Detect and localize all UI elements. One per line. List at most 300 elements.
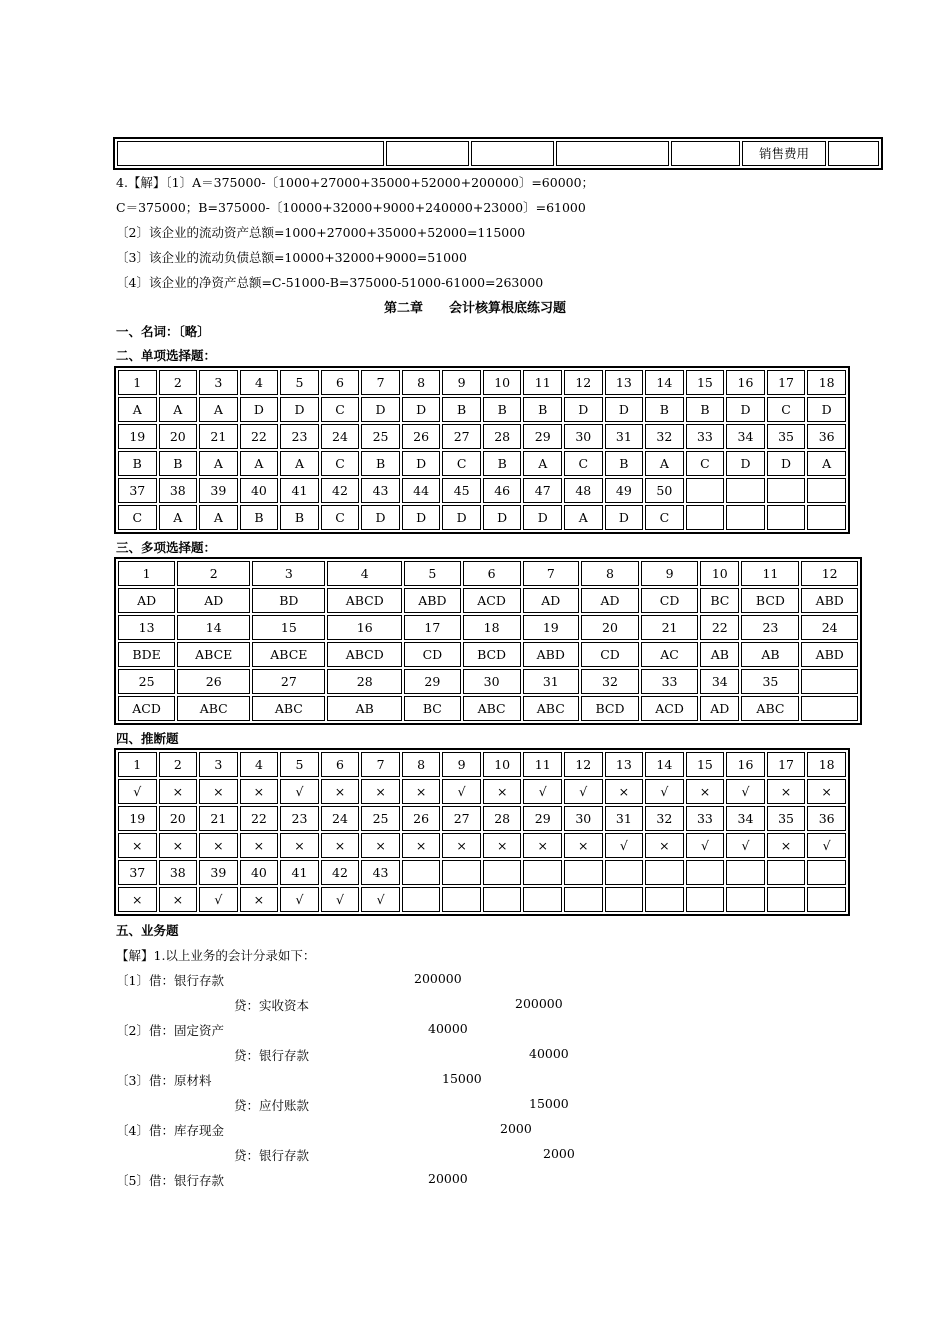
single-choice-number-cell: 44 <box>402 478 441 503</box>
multi-choice-number-cell: 32 <box>581 669 639 694</box>
journal-credit-label: 贷：应付账款 <box>234 1098 310 1113</box>
multi-choice-number-cell: 34 <box>700 669 739 694</box>
single-choice-answer-cell: D <box>402 505 441 530</box>
multi-choice-answer-cell: ACD <box>118 696 175 721</box>
single-choice-number-cell: 2 <box>159 370 198 395</box>
journal-credit-amount: 15000 <box>529 1096 569 1111</box>
true-false-number-cell: 35 <box>767 806 806 831</box>
true-false-answer-cell: √ <box>564 779 603 804</box>
q4-line-5: 〔4〕该企业的净资产总额=C-51000-B=375000-51000-61000=263000 <box>116 275 544 290</box>
single-choice-answer-cell: B <box>483 397 522 422</box>
single-choice-number-cell: 5 <box>280 370 319 395</box>
journal-debit-amount: 2000 <box>500 1121 532 1136</box>
multi-choice-answer-cell: ABD <box>404 588 460 613</box>
true-false-number-cell: 37 <box>118 860 157 885</box>
single-choice-number-cell: 33 <box>686 424 725 449</box>
single-choice-answer-cell: B <box>442 397 481 422</box>
multi-choice-number-cell: 2 <box>177 561 250 586</box>
single-choice-answer-cell: B <box>605 451 644 476</box>
true-false-answer-cell <box>402 887 441 912</box>
single-choice-number-cell: 27 <box>442 424 481 449</box>
true-false-answer-cell: × <box>767 779 806 804</box>
q4-line-3: 〔2〕该企业的流动资产总额=1000+27000+35000+52000=115000 <box>116 225 526 240</box>
true-false-number-cell: 38 <box>159 860 198 885</box>
multi-choice-row <box>118 588 858 613</box>
multi-choice-number-cell: 8 <box>581 561 639 586</box>
single-choice-answer-cell: B <box>118 451 157 476</box>
single-choice-number-cell <box>686 478 725 503</box>
single-choice-answer-cell: A <box>523 451 562 476</box>
single-choice-number-cell: 19 <box>118 424 157 449</box>
true-false-answer-cell: × <box>240 779 279 804</box>
top-table-cell: 销售费用 <box>742 141 827 166</box>
journal-debit-label: 〔3〕借：原材料 <box>116 1073 212 1088</box>
multi-choice-answer-cell: AD <box>581 588 639 613</box>
single-choice-number-cell: 18 <box>807 370 846 395</box>
multi-choice-number-cell: 10 <box>700 561 739 586</box>
true-false-number-cell <box>483 860 522 885</box>
true-false-number-cell: 22 <box>240 806 279 831</box>
true-false-answer-cell <box>767 887 806 912</box>
multi-choice-number-cell: 11 <box>741 561 799 586</box>
true-false-number-cell: 19 <box>118 806 157 831</box>
true-false-number-cell: 31 <box>605 806 644 831</box>
true-false-answer-cell <box>726 887 765 912</box>
true-false-number-cell: 29 <box>523 806 562 831</box>
single-choice-answer-cell: B <box>280 505 319 530</box>
single-choice-number-cell: 34 <box>726 424 765 449</box>
true-false-number-cell: 33 <box>686 806 725 831</box>
single-choice-number-cell: 22 <box>240 424 279 449</box>
single-choice-answer-cell: C <box>645 505 684 530</box>
true-false-number-cell: 30 <box>564 806 603 831</box>
single-choice-answer-cell: B <box>159 451 198 476</box>
single-choice-number-cell: 25 <box>361 424 400 449</box>
multi-choice-row <box>118 642 858 667</box>
multi-choice-answer-cell: BC <box>404 696 460 721</box>
multi-choice-number-cell: 18 <box>463 615 521 640</box>
true-false-answer-cell: × <box>483 779 522 804</box>
single-choice-number-cell: 48 <box>564 478 603 503</box>
single-choice-row <box>118 451 846 476</box>
multi-choice-answer-cell: BC <box>700 588 739 613</box>
multi-choice-number-cell: 16 <box>327 615 402 640</box>
multi-choice-answer-cell: ABC <box>523 696 579 721</box>
true-false-row <box>118 779 846 804</box>
single-choice-number-cell: 12 <box>564 370 603 395</box>
true-false-number-cell <box>442 860 481 885</box>
true-false-answer-cell: √ <box>523 779 562 804</box>
true-false-answer-cell <box>686 887 725 912</box>
single-choice-number-cell: 46 <box>483 478 522 503</box>
multi-choice-answer-cell: ABCD <box>327 642 402 667</box>
true-false-answer-cell: × <box>605 779 644 804</box>
true-false-table <box>114 748 850 916</box>
true-false-answer-cell: √ <box>807 833 846 858</box>
multi-choice-number-cell: 14 <box>177 615 250 640</box>
journal-credit-amount: 40000 <box>529 1046 569 1061</box>
single-choice-answer-cell: D <box>240 397 279 422</box>
single-choice-answer-cell: D <box>361 505 400 530</box>
multi-choice-number-cell: 30 <box>463 669 521 694</box>
single-choice-answer-cell: D <box>361 397 400 422</box>
single-choice-answer-cell: B <box>645 397 684 422</box>
journal-debit-amount: 40000 <box>428 1021 468 1036</box>
true-false-number-cell <box>645 860 684 885</box>
true-false-number-cell: 43 <box>361 860 400 885</box>
multi-choice-number-cell: 28 <box>327 669 402 694</box>
multi-choice-number-cell: 22 <box>700 615 739 640</box>
single-choice-number-cell <box>767 478 806 503</box>
true-false-answer-cell <box>523 887 562 912</box>
multi-choice-number-cell: 20 <box>581 615 639 640</box>
multi-choice-number-cell: 27 <box>252 669 325 694</box>
journal-credit-label: 贷：银行存款 <box>234 1148 310 1163</box>
single-choice-answer-cell: D <box>402 397 441 422</box>
single-choice-number-cell: 35 <box>767 424 806 449</box>
multi-choice-number-cell: 9 <box>641 561 698 586</box>
multi-choice-answer-cell: ABCE <box>177 642 250 667</box>
single-choice-number-cell: 31 <box>605 424 644 449</box>
multi-choice-answer-cell: ABC <box>177 696 250 721</box>
single-choice-table <box>114 366 850 534</box>
single-choice-answer-cell: A <box>159 505 198 530</box>
true-false-answer-cell: √ <box>361 887 400 912</box>
true-false-number-cell <box>402 860 441 885</box>
single-choice-answer-cell: A <box>280 451 319 476</box>
true-false-answer-cell: × <box>159 833 198 858</box>
multi-choice-number-cell: 29 <box>404 669 460 694</box>
single-choice-number-cell: 49 <box>605 478 644 503</box>
journal-debit-label: 〔2〕借：固定资产 <box>116 1023 224 1038</box>
multi-choice-number-cell: 13 <box>118 615 175 640</box>
true-false-answer-cell: × <box>442 833 481 858</box>
single-choice-number-cell <box>807 478 846 503</box>
single-choice-number-cell: 16 <box>726 370 765 395</box>
chapter-title: 第二章 会计核算根底练习题 <box>383 301 566 316</box>
single-choice-number-cell: 41 <box>280 478 319 503</box>
multi-choice-number-cell: 23 <box>741 615 799 640</box>
true-false-answer-cell: √ <box>645 779 684 804</box>
true-false-number-cell: 28 <box>483 806 522 831</box>
multi-choice-answer-cell: ACD <box>641 696 698 721</box>
true-false-answer-cell: × <box>361 779 400 804</box>
true-false-number-cell <box>686 860 725 885</box>
single-choice-number-cell: 13 <box>605 370 644 395</box>
single-choice-answer-cell <box>726 505 765 530</box>
true-false-number-cell: 36 <box>807 806 846 831</box>
true-false-answer-cell: × <box>199 833 238 858</box>
single-choice-number-cell: 30 <box>564 424 603 449</box>
single-choice-number-cell: 47 <box>523 478 562 503</box>
true-false-answer-cell: √ <box>199 887 238 912</box>
single-choice-number-cell: 8 <box>402 370 441 395</box>
true-false-number-cell: 2 <box>159 752 198 777</box>
true-false-answer-cell: × <box>402 779 441 804</box>
single-choice-row <box>118 505 846 530</box>
q4-line-1: 4.【解】〔1〕A＝375000-〔1000+27000+35000+52000+200000〕=60000； <box>116 175 595 190</box>
multi-choice-number-cell: 3 <box>252 561 325 586</box>
single-choice-answer-cell: A <box>807 451 846 476</box>
q4-line-2: C＝375000；B=375000-〔10000+32000+9000+240000+23000〕=61000 <box>116 200 586 215</box>
single-choice-answer-cell: C <box>767 397 806 422</box>
true-false-row <box>118 833 846 858</box>
single-choice-answer-cell: B <box>361 451 400 476</box>
multi-choice-answer-cell: BCD <box>741 588 799 613</box>
multi-choice-answer-cell: BD <box>252 588 325 613</box>
journal-debit-amount: 200000 <box>414 971 462 986</box>
single-choice-number-cell: 11 <box>523 370 562 395</box>
multi-choice-number-cell <box>801 669 858 694</box>
multi-choice-answer-cell: ABD <box>801 642 858 667</box>
single-choice-answer-cell: D <box>280 397 319 422</box>
journal-debit-label: 〔5〕借：银行存款 <box>116 1173 224 1188</box>
true-false-number-cell: 23 <box>280 806 319 831</box>
true-false-number-cell: 3 <box>199 752 238 777</box>
journal-credit-label: 贷：实收资本 <box>234 998 310 1013</box>
single-choice-number-cell: 26 <box>402 424 441 449</box>
multi-choice-number-cell: 6 <box>463 561 521 586</box>
single-choice-answer-cell <box>767 505 806 530</box>
single-choice-answer-cell: B <box>240 505 279 530</box>
multi-choice-number-cell: 1 <box>118 561 175 586</box>
single-choice-row <box>118 370 846 395</box>
single-choice-answer-cell: D <box>726 397 765 422</box>
true-false-answer-cell: × <box>321 833 360 858</box>
single-choice-number-cell: 36 <box>807 424 846 449</box>
single-choice-number-cell: 45 <box>442 478 481 503</box>
single-choice-row <box>118 397 846 422</box>
multi-choice-number-cell: 24 <box>801 615 858 640</box>
true-false-answer-cell: √ <box>118 779 157 804</box>
single-choice-number-cell: 23 <box>280 424 319 449</box>
true-false-answer-cell: × <box>564 833 603 858</box>
true-false-answer-cell: × <box>159 887 198 912</box>
single-choice-answer-cell: A <box>199 505 238 530</box>
multi-choice-answer-cell: BCD <box>581 696 639 721</box>
true-false-answer-cell: √ <box>321 887 360 912</box>
true-false-answer-cell: √ <box>605 833 644 858</box>
single-choice-number-cell: 24 <box>321 424 360 449</box>
single-choice-answer-cell: D <box>523 505 562 530</box>
single-choice-number-cell: 4 <box>240 370 279 395</box>
multi-choice-answer-cell: ABD <box>801 588 858 613</box>
true-false-number-cell: 41 <box>280 860 319 885</box>
true-false-number-cell <box>605 860 644 885</box>
top-table-cell <box>828 141 879 166</box>
true-false-number-cell: 14 <box>645 752 684 777</box>
journal-credit-label: 贷：银行存款 <box>234 1048 310 1063</box>
true-false-number-cell: 13 <box>605 752 644 777</box>
true-false-row <box>118 752 846 777</box>
single-choice-answer-cell: A <box>564 505 603 530</box>
true-false-answer-cell: × <box>483 833 522 858</box>
single-choice-number-cell: 28 <box>483 424 522 449</box>
single-choice-number-cell: 32 <box>645 424 684 449</box>
single-choice-answer-cell: D <box>442 505 481 530</box>
single-choice-row <box>118 424 846 449</box>
true-false-number-cell: 16 <box>726 752 765 777</box>
multi-choice-answer-cell: AB <box>700 642 739 667</box>
top-table-cell <box>386 141 469 166</box>
single-choice-answer-cell: D <box>605 505 644 530</box>
true-false-answer-cell: × <box>686 779 725 804</box>
true-false-answer-cell: × <box>361 833 400 858</box>
single-choice-number-cell <box>726 478 765 503</box>
true-false-number-cell: 4 <box>240 752 279 777</box>
multi-choice-number-cell: 26 <box>177 669 250 694</box>
true-false-number-cell: 17 <box>767 752 806 777</box>
true-false-answer-cell: × <box>240 833 279 858</box>
multi-choice-number-cell: 21 <box>641 615 698 640</box>
true-false-number-cell: 15 <box>686 752 725 777</box>
single-choice-number-cell: 10 <box>483 370 522 395</box>
section-heading-true-false: 四、推断题 <box>116 731 179 746</box>
single-choice-answer-cell: C <box>442 451 481 476</box>
true-false-answer-cell: √ <box>726 779 765 804</box>
single-choice-answer-cell: B <box>523 397 562 422</box>
true-false-answer-cell: √ <box>686 833 725 858</box>
true-false-number-cell <box>564 860 603 885</box>
multi-choice-number-cell: 35 <box>741 669 799 694</box>
single-choice-answer-cell: A <box>240 451 279 476</box>
true-false-number-cell: 32 <box>645 806 684 831</box>
single-choice-answer-cell: D <box>564 397 603 422</box>
true-false-answer-cell <box>605 887 644 912</box>
single-choice-number-cell: 15 <box>686 370 725 395</box>
single-choice-number-cell: 38 <box>159 478 198 503</box>
true-false-answer-cell <box>807 887 846 912</box>
single-choice-answer-cell: A <box>199 451 238 476</box>
single-choice-answer-cell <box>807 505 846 530</box>
true-false-row <box>118 887 846 912</box>
true-false-number-cell: 18 <box>807 752 846 777</box>
true-false-number-cell <box>767 860 806 885</box>
multi-choice-row <box>118 669 858 694</box>
multi-choice-number-cell: 5 <box>404 561 460 586</box>
true-false-number-cell: 12 <box>564 752 603 777</box>
multi-choice-number-cell: 19 <box>523 615 579 640</box>
true-false-number-cell: 21 <box>199 806 238 831</box>
top-table-cell <box>556 141 669 166</box>
multi-choice-number-cell: 31 <box>523 669 579 694</box>
top-table-cell <box>117 141 384 166</box>
multi-choice-answer-cell: ABC <box>463 696 521 721</box>
true-false-answer-cell <box>645 887 684 912</box>
single-choice-answer-cell: B <box>686 397 725 422</box>
true-false-number-cell: 24 <box>321 806 360 831</box>
true-false-answer-cell: √ <box>726 833 765 858</box>
multi-choice-answer-cell: ABCE <box>252 642 325 667</box>
multi-choice-answer-cell: AD <box>523 588 579 613</box>
true-false-answer-cell <box>442 887 481 912</box>
single-choice-answer-cell: D <box>402 451 441 476</box>
multi-choice-answer-cell: ABC <box>252 696 325 721</box>
section-heading-multi-choice: 三、多项选择题： <box>116 540 217 555</box>
multi-choice-answer-cell: CD <box>641 588 698 613</box>
single-choice-number-cell: 50 <box>645 478 684 503</box>
true-false-number-cell <box>807 860 846 885</box>
multi-choice-answer-cell: AD <box>118 588 175 613</box>
multi-choice-answer-cell: AB <box>741 642 799 667</box>
single-choice-number-cell: 7 <box>361 370 400 395</box>
multi-choice-number-cell: 12 <box>801 561 858 586</box>
multi-choice-answer-cell: BCD <box>463 642 521 667</box>
multi-choice-number-cell: 4 <box>327 561 402 586</box>
single-choice-number-cell: 17 <box>767 370 806 395</box>
single-choice-answer-cell: D <box>767 451 806 476</box>
single-choice-answer-cell: A <box>118 397 157 422</box>
multi-choice-answer-cell: AC <box>641 642 698 667</box>
single-choice-number-cell: 21 <box>199 424 238 449</box>
true-false-answer-cell: × <box>807 779 846 804</box>
true-false-number-cell: 6 <box>321 752 360 777</box>
multi-choice-answer-cell: ABC <box>741 696 799 721</box>
multi-choice-answer-cell: ABD <box>523 642 579 667</box>
journal-credit-amount: 200000 <box>515 996 563 1011</box>
multi-choice-number-cell: 33 <box>641 669 698 694</box>
section-heading-terms: 一、名词：〔略〕 <box>116 324 210 339</box>
true-false-row <box>118 806 846 831</box>
true-false-answer-cell: √ <box>442 779 481 804</box>
single-choice-number-cell: 40 <box>240 478 279 503</box>
multi-choice-row <box>118 696 858 721</box>
single-choice-number-cell: 6 <box>321 370 360 395</box>
single-choice-number-cell: 39 <box>199 478 238 503</box>
true-false-answer-cell: × <box>645 833 684 858</box>
true-false-answer-cell: √ <box>280 779 319 804</box>
section-heading-business: 五、业务题 <box>116 923 179 938</box>
true-false-number-cell: 11 <box>523 752 562 777</box>
true-false-number-cell: 40 <box>240 860 279 885</box>
true-false-answer-cell <box>483 887 522 912</box>
true-false-number-cell: 8 <box>402 752 441 777</box>
true-false-number-cell: 26 <box>402 806 441 831</box>
single-choice-number-cell: 43 <box>361 478 400 503</box>
single-choice-answer-cell: A <box>199 397 238 422</box>
single-choice-answer-cell: C <box>321 505 360 530</box>
single-choice-answer-cell: A <box>159 397 198 422</box>
journal-debit-label: 〔1〕借：银行存款 <box>116 973 224 988</box>
true-false-answer-cell: × <box>240 887 279 912</box>
single-choice-row <box>118 478 846 503</box>
single-choice-answer-cell: C <box>321 451 360 476</box>
top-table-cell <box>671 141 740 166</box>
true-false-number-cell: 34 <box>726 806 765 831</box>
true-false-row <box>118 860 846 885</box>
multi-choice-answer-cell: CD <box>581 642 639 667</box>
true-false-number-cell: 25 <box>361 806 400 831</box>
single-choice-answer-cell: C <box>564 451 603 476</box>
single-choice-number-cell: 29 <box>523 424 562 449</box>
single-choice-number-cell: 42 <box>321 478 360 503</box>
true-false-answer-cell: × <box>767 833 806 858</box>
single-choice-answer-cell: C <box>321 397 360 422</box>
top-table <box>113 137 883 170</box>
single-choice-number-cell: 9 <box>442 370 481 395</box>
journal-debit-label: 〔4〕借：库存现金 <box>116 1123 224 1138</box>
multi-choice-answer-cell: BDE <box>118 642 175 667</box>
multi-choice-number-cell: 25 <box>118 669 175 694</box>
multi-choice-number-cell: 15 <box>252 615 325 640</box>
true-false-number-cell: 5 <box>280 752 319 777</box>
true-false-number-cell <box>523 860 562 885</box>
true-false-answer-cell: × <box>402 833 441 858</box>
single-choice-number-cell: 1 <box>118 370 157 395</box>
multi-choice-answer-cell: ABCD <box>327 588 402 613</box>
journal-debit-amount: 20000 <box>428 1171 468 1186</box>
true-false-answer-cell: × <box>523 833 562 858</box>
